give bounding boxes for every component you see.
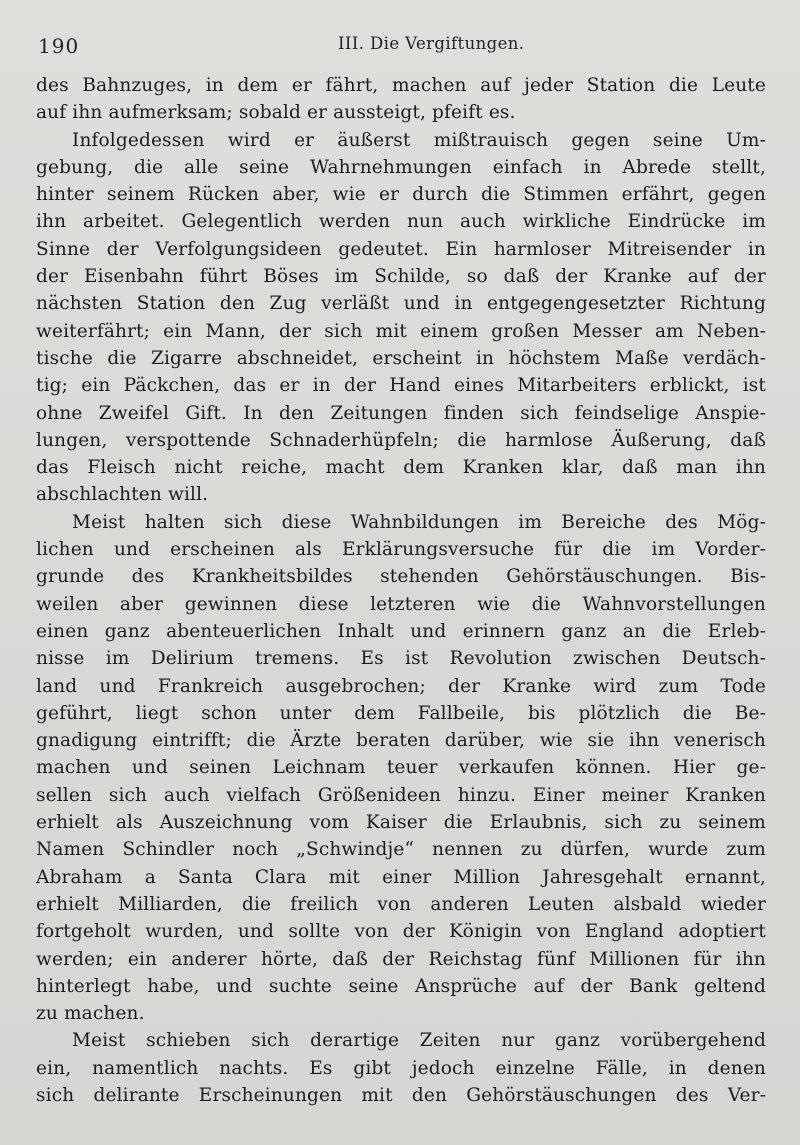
- text-line: Meist schieben sich derartige Zeiten nur ganz vorübergehend: [72, 1030, 766, 1052]
- text-line: ihn arbeitet. Gelegentlich werden nun auch wirkliche Eindrücke im: [36, 211, 766, 233]
- text-line: zu machen.: [36, 1003, 145, 1025]
- text-line: nisse im Delirium tremens. Es ist Revolution zwischen Deutsch-: [36, 648, 766, 670]
- text-line: gnadigung eintrifft; die Ärzte beraten darüber, wie sie ihn venerisch: [36, 730, 766, 752]
- text-line: tische die Zigarre abschneidet, erscheint in höchstem Maße verdäch-: [36, 347, 766, 369]
- text-line: machen und seinen Leichnam teuer verkaufen können. Hier ge-: [36, 757, 766, 779]
- text-line: sellen sich auch vielfach Größenideen hinzu. Einer meiner Kranken: [36, 784, 766, 806]
- text-line: weilen aber gewinnen diese letzteren wie die Wahnvorstellungen: [36, 593, 766, 615]
- text-line: einen ganz abenteuerlichen Inhalt und erinnern ganz an die Erleb-: [36, 620, 766, 642]
- text-line: sich delirante Erscheinungen mit den Gehörstäuschungen des Ver-: [36, 1084, 766, 1106]
- text-line: nächsten Station den Zug verläßt und in entgegengesetzter Richtung: [36, 293, 766, 315]
- text-line: erhielt als Auszeichnung vom Kaiser die Erlaubnis, sich zu seinem: [36, 812, 766, 834]
- text-line: abschlachten will.: [36, 484, 209, 506]
- text-line: lichen und erscheinen als Erklärungsversuche für die im Vorder-: [36, 539, 766, 561]
- text-line: erhielt Milliarden, die freilich von anderen Leuten alsbald wieder: [36, 893, 766, 915]
- text-line: hinterlegt habe, und suchte seine Ansprüche auf der Bank geltend: [36, 975, 766, 997]
- text-line: Infolgedessen wird er äußerst mißtrauisch gegen seine Um-: [72, 129, 766, 151]
- text-line: auf ihn aufmerksam; sobald er aussteigt, pfeift es.: [36, 102, 516, 124]
- text-line: Sinne der Verfolgungsideen gedeutet. Ein harmloser Mitreisender in: [36, 238, 766, 260]
- text-line: des Bahnzuges, in dem er fährt, machen auf jeder Station die Leute: [36, 75, 766, 96]
- text-line: hinter seinem Rücken aber, wie er durch die Stimmen erfährt, gegen: [36, 184, 766, 206]
- text-line: ohne Zweifel Gift. In den Zeitungen finden sich feindselige Anspie-: [36, 402, 766, 424]
- running-head: III. Die Vergiftungen.: [338, 34, 525, 53]
- text-line: werden; ein anderer hörte, daß der Reichstag fünf Millionen für ihn: [36, 948, 766, 970]
- text-line: gebung, die alle seine Wahrnehmungen einfach in Abrede stellt,: [36, 156, 766, 178]
- text-line: das Fleisch nicht reiche, macht dem Kranken klar, daß man ihn: [36, 457, 766, 479]
- text-line: der Eisenbahn führt Böses im Schilde, so daß der Kranke auf der: [36, 266, 766, 288]
- text-line: Abraham a Santa Clara mit einer Million Jahresgehalt ernannt,: [36, 866, 766, 888]
- text-line: fortgeholt wurden, und sollte von der Königin von England adoptiert: [36, 921, 766, 943]
- text-line: Namen Schindler noch „Schwindje“ nennen zu dürfen, wurde zum: [36, 839, 766, 861]
- page-header: [38, 30, 768, 58]
- text-line: weiterfährt; ein Mann, der sich mit einem großen Messer am Neben-: [36, 320, 766, 342]
- text-line: lungen, verspottende Schnaderhüpfeln; die harmlose Äußerung, daß: [36, 429, 766, 451]
- text-line: grunde des Krankheitsbildes stehenden Gehörstäuschungen. Bis-: [36, 566, 766, 588]
- text-line: tig; ein Päckchen, das er in der Hand eines Mitarbeiters erblickt, ist: [36, 375, 766, 397]
- body-text: [36, 72, 766, 1109]
- text-line: geführt, liegt schon unter dem Fallbeile, bis plötzlich die Be-: [36, 702, 766, 724]
- page-number: 190: [38, 34, 80, 58]
- text-line: land und Frankreich ausgebrochen; der Kranke wird zum Tode: [36, 675, 766, 697]
- text-line: Meist halten sich diese Wahnbildungen im Bereiche des Mög-: [72, 511, 766, 533]
- text-line: ein, namentlich nachts. Es gibt jedoch einzelne Fälle, in denen: [36, 1057, 766, 1079]
